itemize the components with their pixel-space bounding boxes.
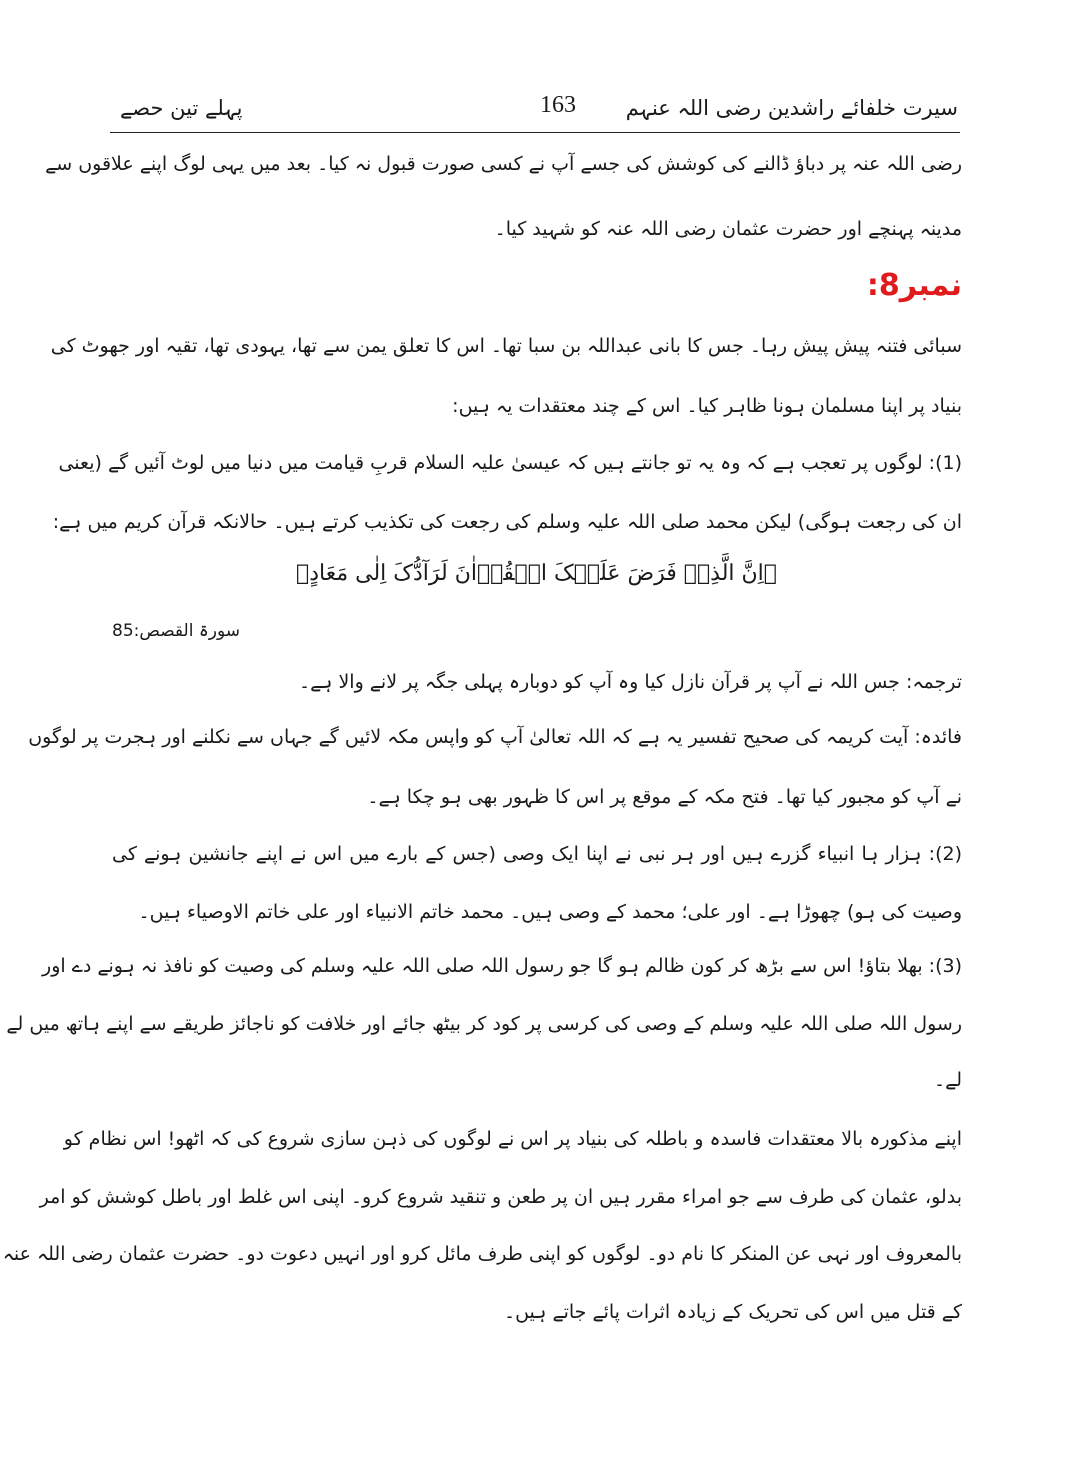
text-line-11: وصیت کی ہو) چھوڑا ہے۔ اور علی؛ محمد کے وصی ہیں۔ محمد خاتم الانبیاء اور علی خاتم الاوصیاء ہیں۔ [138, 901, 962, 923]
header-book-title: سیرت خلفائے راشدین رضی اللہ عنہم [625, 96, 958, 120]
text-line-9: نے آپ کو مجبور کیا تھا۔ فتح مکہ کے موقع پر اس کا ظہور بھی ہو چکا ہے۔ [367, 786, 962, 808]
verse-reference: سورۃ القصص:85 [112, 621, 241, 641]
translation-line: ترجمہ: جس اللہ نے آپ پر قرآن نازل کیا وہ آپ کو دوبارہ پہلی جگہ پر لانے والا ہے۔ [299, 671, 962, 693]
text-line-15: اپنے مذکورہ بالا معتقدات فاسدہ و باطلہ کی بنیاد پر اس نے لوگوں کی ذہن سازی شروع کی کہ اٹھو! اس نظام کو [63, 1128, 962, 1150]
section-number-heading: نمبر8: [866, 268, 962, 303]
text-line-16: بدلو، عثمان کی طرف سے جو امراء مقرر ہیں ان پر طعن و تنقید شروع کرو۔ اپنی اس غلط اور باطل کوشش کو امر [39, 1186, 962, 1208]
text-line-3: سبائی فتنہ پیش پیش رہا۔ جس کا بانی عبداللہ بن سبا تھا۔ اس کا تعلق یمن سے تھا، یہودی تھا، تقیہ اور جھوٹ کی [50, 335, 962, 357]
text-line-8: فائدہ: آیت کریمہ کی صحیح تفسیر یہ ہے کہ اللہ تعالیٰ آپ کو واپس مکہ لائیں گے جہاں سے نکلنے اور ہجرت پر لوگوں [28, 726, 962, 748]
header-section-title: پہلے تین حصے [120, 96, 243, 120]
text-line-17: بالمعروف اور نہی عن المنکر کا نام دو۔ لوگوں کو اپنی طرف مائل کرو اور انہیں دعوت دو۔ حضرت عثمان رضی اللہ عنہ [2, 1243, 962, 1265]
text-line-5: (1): لوگوں پر تعجب ہے کہ وہ یہ تو جانتے ہیں کہ عیسیٰ علیہ السلام قربِ قیامت میں دنیا میں لوٹ آئیں گے (یعنی [58, 452, 962, 474]
quran-verse: ﴿اِنَّ الَّذِیۡ فَرَضَ عَلَیۡکَ الۡقُرۡاٰنَ لَرَآدُّکَ اِلٰی مَعَادٍ﴾ [296, 561, 777, 586]
text-line-12: (3): بھلا بتاؤ! اس سے بڑھ کر کون ظالم ہو گا جو رسول اللہ صلی اللہ علیہ وسلم کی وصیت کو نافذ نہ ہونے دے اور [42, 955, 962, 977]
text-line-13: رسول اللہ صلی اللہ علیہ وسلم کے وصی کی کرسی پر کود کر بیٹھ جائے اور خلافت کو ناجائز طریقے سے اپنے ہاتھ میں لے [6, 1013, 962, 1035]
text-line-10: (2): ہزار ہا انبیاء گزرے ہیں اور ہر نبی نے اپنا ایک وصی (جس کے بارے میں اس نے اپنے جانشین ہونے کی [112, 843, 962, 865]
page-number: 163 [540, 92, 576, 118]
text-line-6: ان کی رجعت ہوگی) لیکن محمد صلی اللہ علیہ وسلم کی رجعت کی تکذیب کرتے ہیں۔ حالانکہ قرآن کریم میں ہے: [52, 511, 962, 533]
text-line-14: لے۔ [933, 1069, 962, 1091]
text-line-4: بنیاد پر اپنا مسلمان ہونا ظاہر کیا۔ اس کے چند معتقدات یہ ہیں: [452, 395, 962, 417]
text-line-2: مدینہ پہنچے اور حضرت عثمان رضی اللہ عنہ کو شہید کیا۔ [494, 218, 962, 240]
page-header [110, 92, 960, 133]
text-line-1: رضی اللہ عنہ پر دباؤ ڈالنے کی کوشش کی جسے آپ نے کسی صورت قبول نہ کیا۔ بعد میں یہی لوگ اپنے علاقوں سے [45, 153, 962, 175]
text-line-18: کے قتل میں اس کی تحریک کے زیادہ اثرات پائے جاتے ہیں۔ [503, 1301, 962, 1323]
